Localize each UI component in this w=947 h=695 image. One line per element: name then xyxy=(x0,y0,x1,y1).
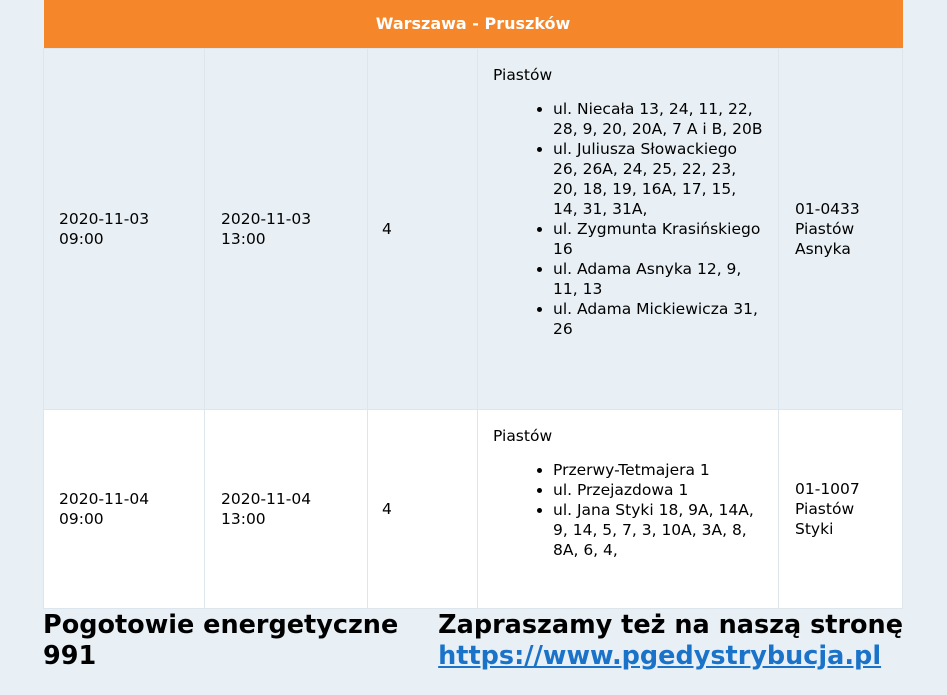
locality-name: Piastów xyxy=(493,66,553,84)
street-list xyxy=(493,460,764,560)
start-time-cell: 2020-11-03 09:00 xyxy=(44,49,205,410)
address-cell xyxy=(478,49,779,410)
table-row xyxy=(44,49,903,410)
street-item: • ul. Jana Styki 18, 9A, 14A, 9, 14, 5, 7, 3, 10A, 3A, 8, 8A, 6, 4, xyxy=(553,500,764,560)
station-cell: 01-0433 Piastów Asnyka xyxy=(779,49,903,410)
station-cell: 01-1007 Piastów Styki xyxy=(779,410,903,609)
street-item: • ul. Zygmunta Krasińskiego 16 xyxy=(553,219,764,259)
website-invite-text: Zapraszamy też na naszą stronę xyxy=(438,610,903,640)
table-row xyxy=(44,410,903,609)
region-header: Warszawa - Pruszków xyxy=(44,0,903,49)
emergency-phone: Pogotowie energetyczne 991 xyxy=(43,610,399,671)
outage-table-wrapper xyxy=(43,0,902,609)
website-link[interactable]: https://www.pgedystrybucja.pl xyxy=(438,641,882,671)
outage-table xyxy=(43,0,903,609)
street-item: • ul. Adama Mickiewicza 31, 26 xyxy=(553,299,764,339)
locality-name: Piastów xyxy=(493,427,553,445)
address-cell xyxy=(478,410,779,609)
start-time-cell: 2020-11-04 09:00 xyxy=(44,410,205,609)
end-time-cell: 2020-11-03 13:00 xyxy=(205,49,368,410)
street-item: • ul. Juliusza Słowackiego 26, 26A, 24, 25, 22, 23, 20, 18, 19, 16A, 17, 15, 14, 31, 31A, xyxy=(553,139,764,219)
street-list xyxy=(493,99,764,339)
street-item: • ul. Adama Asnyka 12, 9, 11, 13 xyxy=(553,259,764,299)
website-promo xyxy=(438,610,903,672)
street-item: • ul. Niecała 13, 24, 11, 22, 28, 9, 20, 20A, 7 A i B, 20B xyxy=(553,99,764,139)
street-item: • ul. Przejazdowa 1 xyxy=(553,480,764,500)
street-item: • Przerwy-Tetmajera 1 xyxy=(553,460,764,480)
count-cell: 4 xyxy=(368,49,478,410)
end-time-cell: 2020-11-04 13:00 xyxy=(205,410,368,609)
count-cell: 4 xyxy=(368,410,478,609)
